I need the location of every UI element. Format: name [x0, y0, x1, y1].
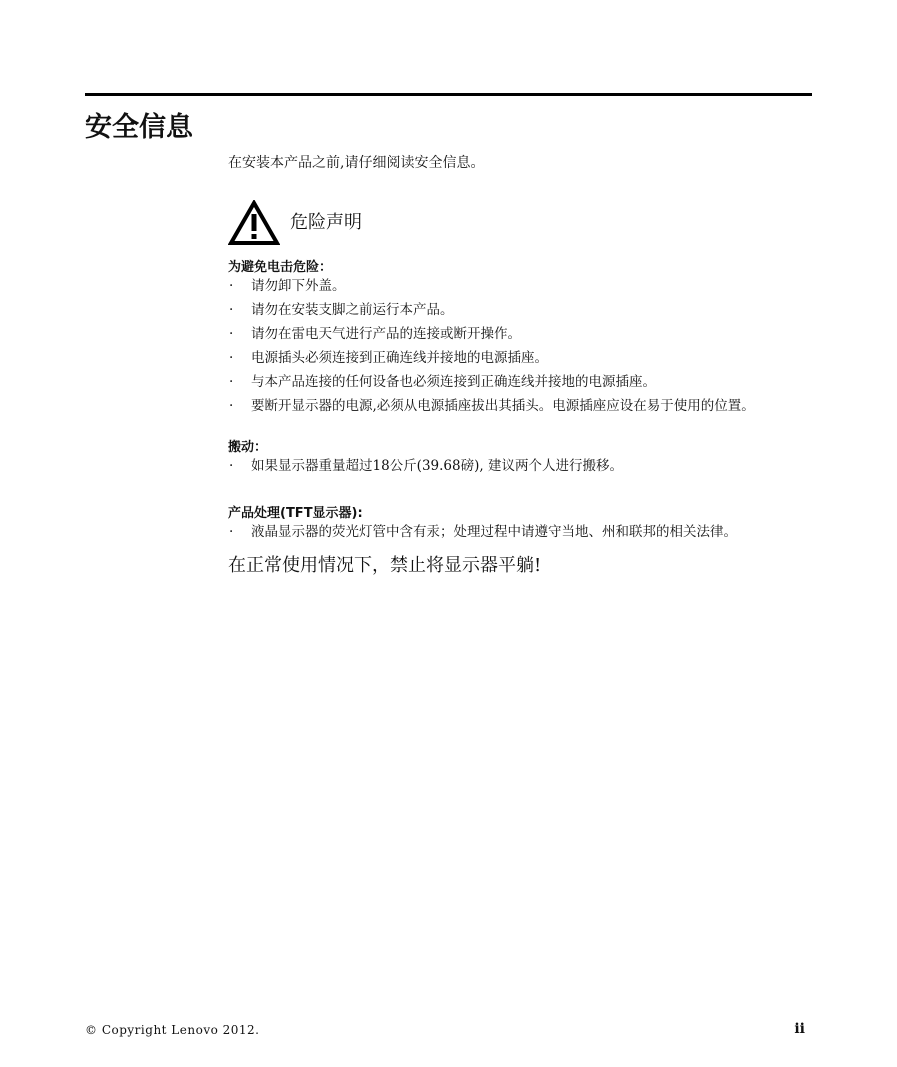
list-item-text: 请勿在雷电天气进行产品的连接或断开操作。: [251, 326, 521, 342]
danger-notice: [228, 199, 818, 247]
list-item: [228, 301, 818, 319]
list-item: [228, 523, 818, 541]
list-item-text: 如果显示器重量超过18公斤(39.68磅), 建议两个人进行搬移。: [251, 458, 623, 474]
list-item-text: 与本产品连接的任何设备也必须连接到正确连线并接地的电源插座。: [251, 374, 656, 390]
disposal-list: [228, 523, 818, 541]
list-item: [228, 325, 818, 343]
bullet-dot: ·: [229, 350, 234, 366]
intro-text: 在安装本产品之前,请仔细阅读安全信息。: [228, 155, 485, 171]
closing-warning: 在正常使用情况下，禁止将显示器平躺!: [228, 555, 542, 576]
bullet-dot: ·: [229, 302, 234, 318]
danger-title: 危险声明: [290, 212, 362, 233]
list-item: [228, 277, 818, 295]
list-item-text: 请勿卸下外盖。: [251, 278, 346, 294]
bullet-dot: ·: [229, 524, 234, 540]
section-heading-electric-shock: 为避免电击危险：: [228, 260, 333, 275]
footer-copyright: © Copyright Lenovo 2012.: [85, 1023, 260, 1037]
section-heading-moving: 搬动：: [228, 440, 268, 455]
top-divider: [85, 93, 812, 96]
list-item: [228, 373, 818, 391]
warning-triangle-icon: [228, 200, 280, 246]
bullet-dot: ·: [229, 398, 234, 414]
footer-page-number: ii: [794, 1021, 805, 1037]
electric-shock-list: [228, 277, 818, 415]
page-title: 安全信息: [85, 112, 193, 143]
bullet-dot: ·: [229, 326, 234, 342]
list-item-text: 液晶显示器的荧光灯管中含有汞；处理过程中请遵守当地、州和联邦的相关法律。: [251, 524, 737, 540]
list-item: [228, 457, 818, 475]
list-item-text: 要断开显示器的电源,必须从电源插座拔出其插头。电源插座应设在易于使用的位置。: [251, 398, 755, 414]
bullet-dot: ·: [229, 374, 234, 390]
main-content: [228, 153, 818, 579]
list-item-text: 请勿在安装支脚之前运行本产品。: [251, 302, 454, 318]
list-item-text: 电源插头必须连接到正确连线并接地的电源插座。: [251, 350, 548, 366]
list-item: [228, 349, 818, 367]
section-heading-disposal: 产品处理(TFT显示器):: [228, 506, 363, 521]
bullet-dot: ·: [229, 458, 234, 474]
moving-list: [228, 457, 818, 475]
bullet-dot: ·: [229, 278, 234, 294]
list-item: [228, 397, 818, 415]
